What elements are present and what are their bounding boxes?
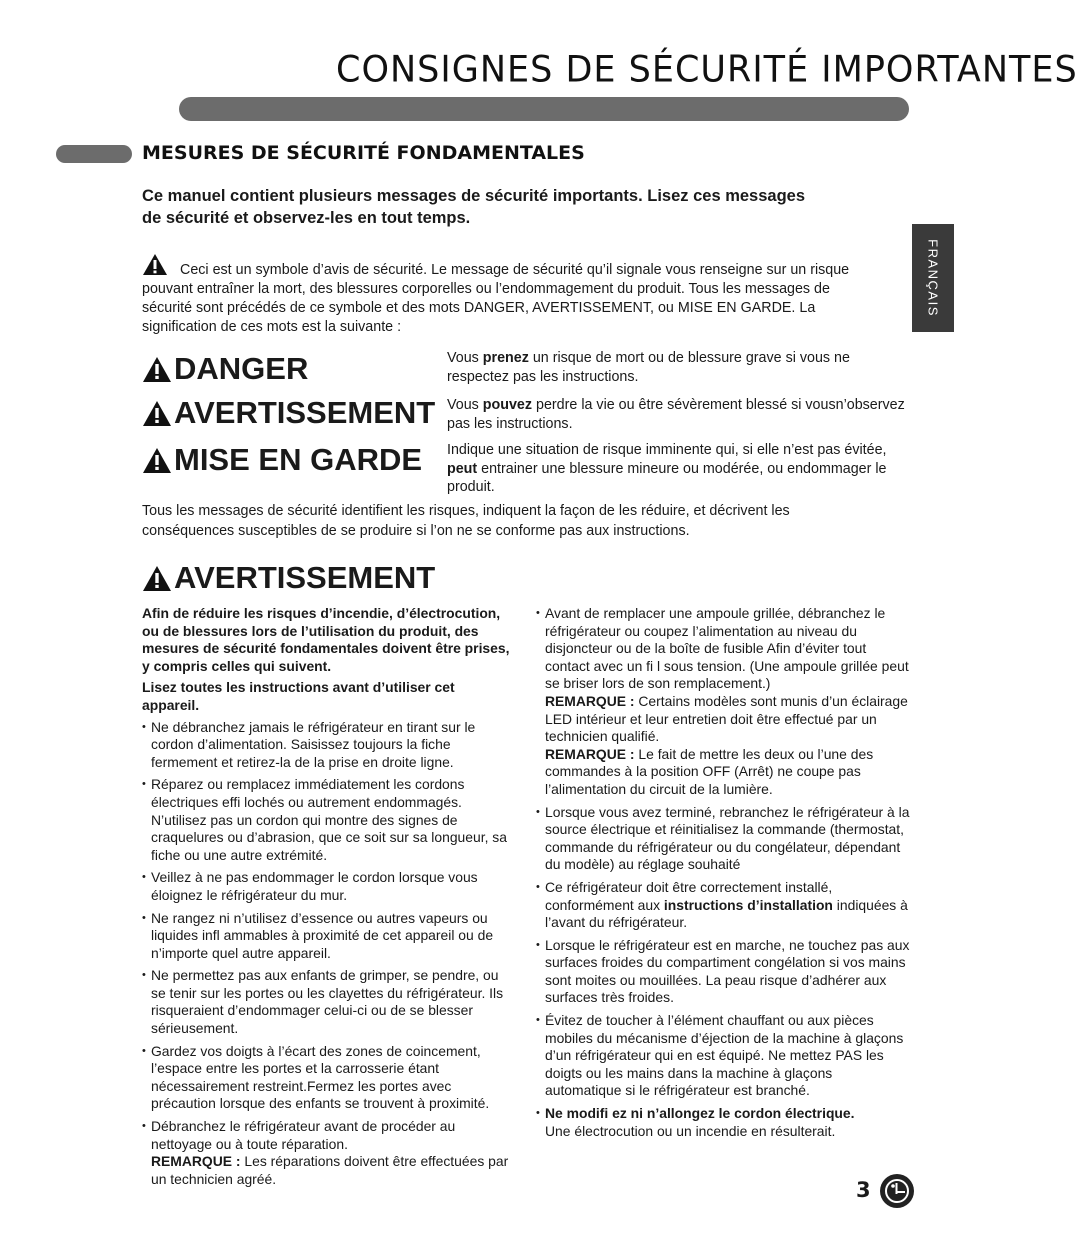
right-bullet-list xyxy=(536,605,912,1140)
list-item xyxy=(536,1105,912,1140)
symbol-paragraph-text: Ceci est un symbole d’avis de sécurité. Le message de sécurité qu’il signale vous renseigne sur un risque pouvant entraîner la mort, des blessures corporelles ou l’endommagement du produit. Tous les messages de sécurité sont précédés de ce symbole et des mots DANGER, AVERTISSEMENT, ou MISE EN GARDE. La signification de ces mots est la suivante : xyxy=(142,262,850,335)
desc-text: Indique une situation de risque imminente qui, si elle n’est pas évitée, xyxy=(447,442,887,458)
list-item xyxy=(536,879,912,932)
signal-desc-caution xyxy=(447,441,907,497)
list-item: • Veillez à ne pas endommager le cordon lorsque vous éloignez le réfrigérateur du mur. xyxy=(142,869,514,904)
list-item xyxy=(536,605,912,799)
language-tab xyxy=(912,224,954,332)
warning-heading xyxy=(142,560,435,596)
note-label: REMARQUE : xyxy=(151,1153,241,1170)
desc-bold: prenez xyxy=(482,350,529,366)
list-item: • Évitez de toucher à l’élément chauffant ou aux pièces mobiles du mécanisme d’éjection de la machine à glaçons d’un réfrigérateur qui en est équipé. Ne mettez PAS les doigts ou les mains dans la machine à glaçons automatique si le réfrigérateur est branché. xyxy=(536,1012,912,1100)
list-item: • Gardez vos doigts à l’écart des zones de coincement, l’espace entre les portes et la carrosserie étant nécessairement restreint.Fermez les portes avec précaution lorsque des enfants se trouvent à proximité. xyxy=(142,1043,514,1113)
list-item xyxy=(142,1118,514,1188)
left-lead: Afin de réduire les risques d’incendie, d’électrocution, ou de blessures lors de l’utilisation du produit, des mesures de sécurité fondamentales doivent être prises, y compris celles qui suivent. xyxy=(142,605,510,674)
left-read-all: Lisez toutes les instructions avant d’utiliser cet appareil. xyxy=(142,679,455,713)
left-column xyxy=(142,605,514,1193)
note-label: REMARQUE : xyxy=(545,692,635,709)
desc-text: Vous xyxy=(447,350,483,366)
bullet-bold: instructions d’installation xyxy=(663,896,833,913)
list-item: • Lorsque le réfrigérateur est en marche, ne touchez pas aux surfaces froides du compartiment congélation si vos mains sont moites ou mouillées. La peau risque d’adhérer aux surfaces très froides. xyxy=(536,937,912,1007)
desc-text: Vous xyxy=(447,397,483,413)
right-column xyxy=(536,605,912,1145)
warning-triangle-icon xyxy=(142,253,168,276)
signal-word-caution xyxy=(142,442,422,478)
section-title: MESURES DE SÉCURITÉ FONDAMENTALES xyxy=(142,142,585,164)
list-item: • Lorsque vous avez terminé, rebranchez le réfrigérateur à la source électrique et réinitialisez la commande (thermostat, commande du réfrigérateur ou du congélateur, dépendant du modèle) au réglage souhaité xyxy=(536,804,912,874)
note-label: REMARQUE : xyxy=(545,745,635,762)
signal-word-danger xyxy=(142,351,308,387)
warning-triangle-icon xyxy=(142,400,172,427)
list-item: • Ne débranchez jamais le réfrigérateur en tirant sur le cordon d’alimentation. Saisissez toujours la fiche fermement et retirez-la de la prise en droite ligne. xyxy=(142,719,514,772)
list-item: • Ne permettez pas aux enfants de grimper, se pendre, ou se tenir sur les portes ou les clayettes du réfrigérateur. Ils risqueraient d’endommager celui-ci ou de se blesser sérieusement. xyxy=(142,967,514,1037)
desc-bold: pouvez xyxy=(482,397,533,413)
intro-text: Ce manuel contient plusieurs messages de sécurité importants. Lisez ces messages de sécurité et observez-les en tout temps. xyxy=(142,187,806,227)
title-underline-bar xyxy=(179,97,909,121)
summary-text: Tous les messages de sécurité identifient les risques, indiquent la façon de les réduire, et décrivent les conséquences susceptibles de se produire si l’on ne se conforme pas aux instructions. xyxy=(142,503,790,539)
list-item: • Ne rangez ni n’utilisez d’essence ou autres vapeurs ou liquides infl ammables à proximité de cet appareil ou de n’importe quel autre appareil. xyxy=(142,910,514,963)
signal-word-warning-label: AVERTISSEMENT xyxy=(174,395,436,430)
bullet-text: Avant de remplacer une ampoule grillée, débranchez le réfrigérateur ou coupez l’alimentation au niveau du disjoncteur ou de la boîte de fusible Afin d’éviter tout contact avec un fi l sous tension. (Une ampoule grillée peut se briser lors de son remplacement.) xyxy=(545,605,909,692)
lg-logo-icon xyxy=(879,1155,919,1209)
signal-word-caution-label: MISE EN GARDE xyxy=(174,442,423,477)
section-marker-bar xyxy=(56,145,132,163)
bullet-bold: Ne modifi ez ni n’allongez le cordon électrique. xyxy=(545,1105,855,1122)
left-bullet-list xyxy=(142,719,514,1189)
note-text: Certains modèles sont munis d’un éclairage LED intérieur et leur entretien doit être effectué par un technicien qualifié. xyxy=(545,692,908,745)
page-number: 3 xyxy=(856,1178,871,1202)
warning-heading-label: AVERTISSEMENT xyxy=(174,560,436,595)
page-title: CONSIGNES DE SÉCURITÉ IMPORTANTES xyxy=(336,49,1078,91)
bullet-text: Débranchez le réfrigérateur avant de procéder au nettoyage ou à toute réparation. xyxy=(151,1118,456,1152)
warning-triangle-icon xyxy=(142,356,172,383)
lg-logo-text: LG xyxy=(897,1155,919,1172)
signal-desc-warning xyxy=(447,396,907,433)
desc-text: entrainer une blessure mineure ou modérée, ou endommager le produit. xyxy=(447,460,887,495)
note-text: Les réparations doivent être effectuées par un technicien agréé. xyxy=(151,1153,509,1187)
desc-bold: peut xyxy=(447,460,478,477)
desc-text: perdre la vie ou être sévèrement blessé si vousn’observez pas les instructions. xyxy=(447,397,905,432)
warning-triangle-icon xyxy=(142,447,172,474)
bullet-text: Une électrocution ou un incendie en résulterait. xyxy=(545,1122,836,1139)
note-text: Le fait de mettre les deux ou l’une des commandes à la position OFF (Arrêt) ne coupe pas l’alimentation du circuit de la lumière. xyxy=(545,745,874,797)
list-item: • Réparez ou remplacez immédiatement les cordons électriques effi lochés ou autrement endommagés. N’utilisez pas un cordon qui montre des signes de craquelures ou d’abrasion, que ce soit sur sa longueur, sa fiche ou une autre extrémité. xyxy=(142,776,514,864)
bullet-text: indiquées à l’avant du réfrigérateur. xyxy=(545,896,908,931)
bullet-text: Ce réfrigérateur doit être correctement installé, conformément aux xyxy=(545,878,833,913)
language-tab-label: FRANÇAIS xyxy=(925,239,941,317)
signal-word-warning xyxy=(142,395,435,431)
warning-triangle-icon xyxy=(142,565,172,592)
symbol-paragraph xyxy=(142,253,872,337)
signal-desc-danger xyxy=(447,349,907,386)
signal-word-danger-label: DANGER xyxy=(174,351,309,386)
desc-text: un risque de mort ou de blessure grave si vous ne respectez pas les instructions. xyxy=(447,350,850,385)
